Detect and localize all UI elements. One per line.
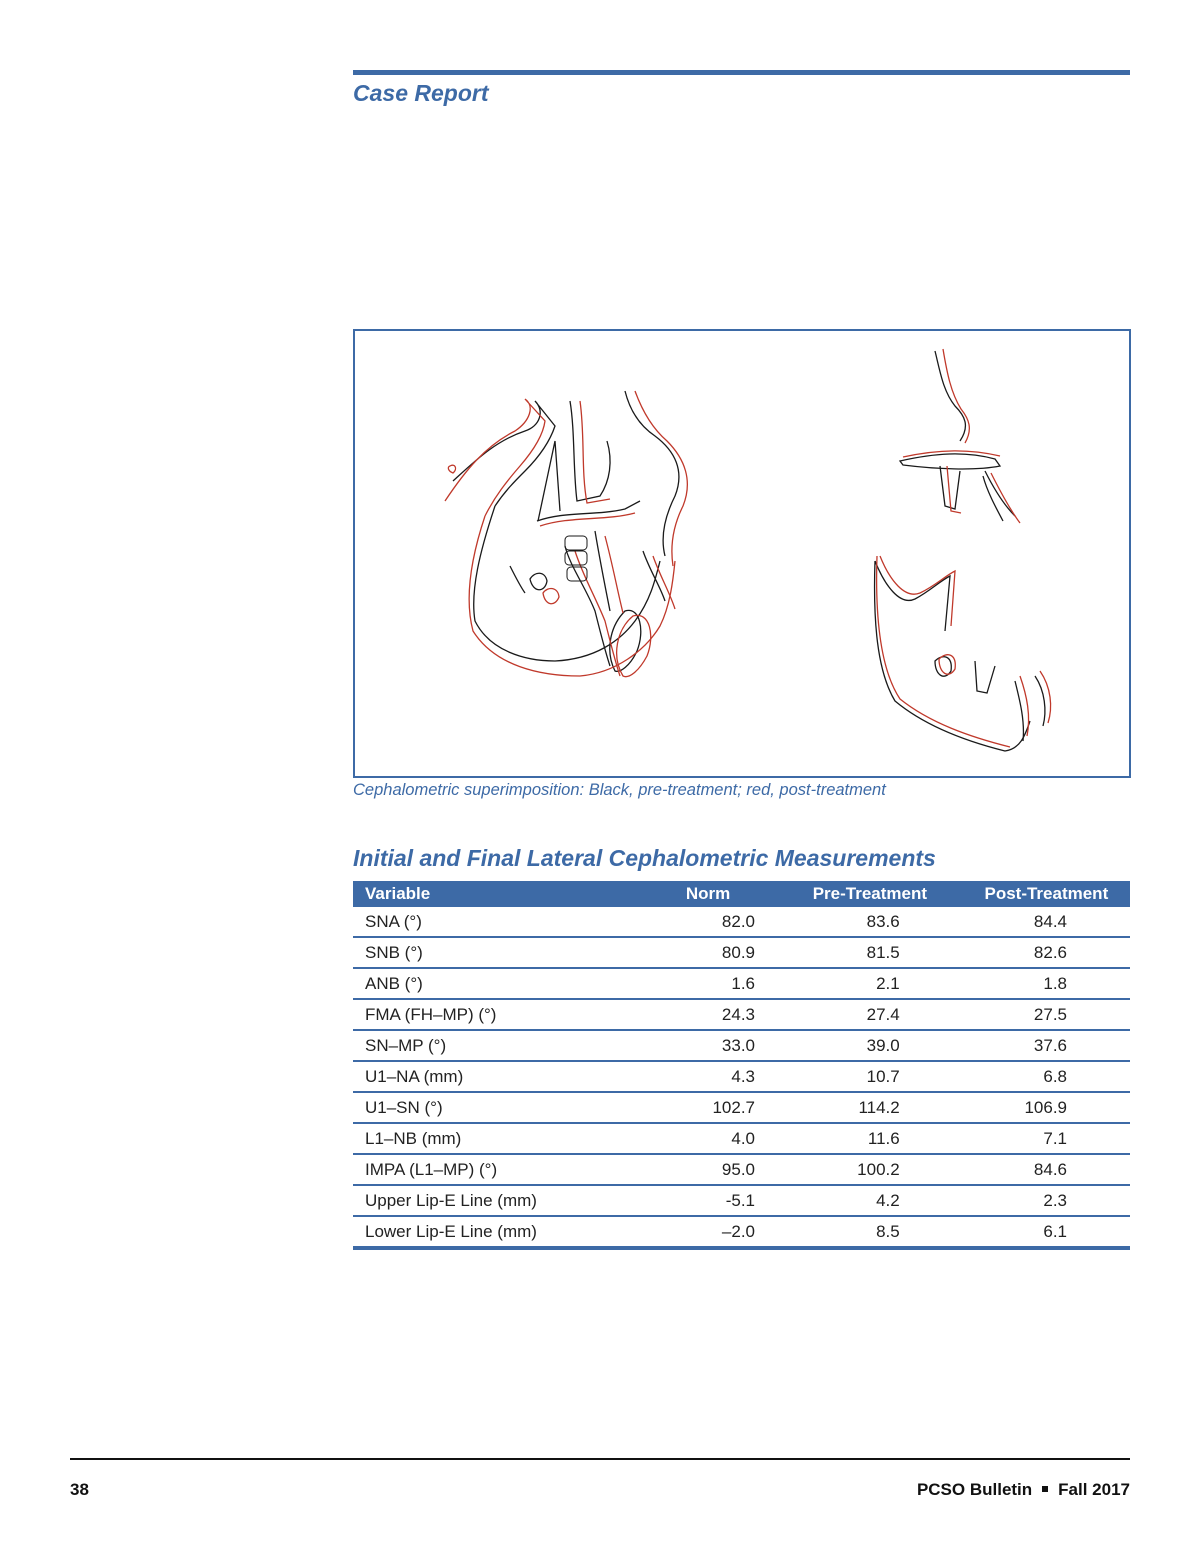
footer-publication <box>917 1480 1130 1500</box>
table-body <box>353 907 1130 1248</box>
cell-norm: –2.0 <box>639 1216 777 1248</box>
cell-norm: 102.7 <box>639 1092 777 1123</box>
cell-variable: ANB (°) <box>353 968 639 999</box>
table-row <box>353 1092 1130 1123</box>
table-row <box>353 1185 1130 1216</box>
cell-norm: 4.3 <box>639 1061 777 1092</box>
cephalometric-tracing <box>355 331 1129 776</box>
table-header-row <box>353 881 1130 907</box>
cell-post-treatment: 2.3 <box>963 1185 1130 1216</box>
cell-post-treatment: 7.1 <box>963 1123 1130 1154</box>
cell-variable: U1–SN (°) <box>353 1092 639 1123</box>
table-row <box>353 968 1130 999</box>
cell-post-treatment: 6.1 <box>963 1216 1130 1248</box>
table-row <box>353 1030 1130 1061</box>
cephalometric-figure <box>353 329 1131 778</box>
footer-rule <box>70 1458 1130 1460</box>
cell-post-treatment: 84.4 <box>963 907 1130 937</box>
cell-variable: Upper Lip-E Line (mm) <box>353 1185 639 1216</box>
maxillary-superimposition <box>900 349 1020 523</box>
cell-pre-treatment: 11.6 <box>777 1123 963 1154</box>
cell-norm: 82.0 <box>639 907 777 937</box>
pre-treatment-tracing <box>453 391 679 671</box>
column-header-norm: Norm <box>639 881 777 907</box>
cell-pre-treatment: 2.1 <box>777 968 963 999</box>
table-row <box>353 1123 1130 1154</box>
table-row <box>353 999 1130 1030</box>
page-number: 38 <box>70 1480 89 1499</box>
cell-pre-treatment: 114.2 <box>777 1092 963 1123</box>
figure-caption: Cephalometric superimposition: Black, pre-treatment; red, post-treatment <box>353 781 886 799</box>
cell-variable: U1–NA (mm) <box>353 1061 639 1092</box>
cell-norm: 4.0 <box>639 1123 777 1154</box>
table-row <box>353 937 1130 968</box>
cell-pre-treatment: 81.5 <box>777 937 963 968</box>
cell-post-treatment: 6.8 <box>963 1061 1130 1092</box>
cell-post-treatment: 82.6 <box>963 937 1130 968</box>
mandibular-superimposition <box>875 556 1051 751</box>
table-row <box>353 1216 1130 1248</box>
section-header: Case Report <box>353 80 489 106</box>
cell-post-treatment: 1.8 <box>963 968 1130 999</box>
cell-pre-treatment: 10.7 <box>777 1061 963 1092</box>
cell-norm: 80.9 <box>639 937 777 968</box>
column-header-post-treatment: Post-Treatment <box>963 881 1130 907</box>
separator-square-icon <box>1042 1486 1048 1492</box>
publication-name: PCSO Bulletin <box>916 1480 1033 1499</box>
cell-post-treatment: 106.9 <box>963 1092 1130 1123</box>
full-superimposition <box>445 391 687 677</box>
measurements-table <box>353 881 1130 1250</box>
cell-post-treatment: 27.5 <box>963 999 1130 1030</box>
table-row <box>353 1061 1130 1092</box>
cell-norm: 95.0 <box>639 1154 777 1185</box>
cell-pre-treatment: 8.5 <box>777 1216 963 1248</box>
cell-norm: -5.1 <box>639 1185 777 1216</box>
table-row <box>353 907 1130 937</box>
column-header-pre-treatment: Pre-Treatment <box>777 881 963 907</box>
cell-variable: L1–NB (mm) <box>353 1123 639 1154</box>
cell-pre-treatment: 83.6 <box>777 907 963 937</box>
top-rule <box>353 70 1130 75</box>
issue-label: Fall 2017 <box>1058 1480 1130 1499</box>
column-header-variable: Variable <box>353 881 639 907</box>
cell-pre-treatment: 27.4 <box>777 999 963 1030</box>
cell-pre-treatment: 39.0 <box>777 1030 963 1061</box>
cell-norm: 1.6 <box>639 968 777 999</box>
cell-pre-treatment: 100.2 <box>777 1154 963 1185</box>
table-title: Initial and Final Lateral Cephalometric Measurements <box>353 845 936 871</box>
cell-pre-treatment: 4.2 <box>777 1185 963 1216</box>
cell-variable: SNA (°) <box>353 907 639 937</box>
cell-variable: Lower Lip-E Line (mm) <box>353 1216 639 1248</box>
cell-variable: SNB (°) <box>353 937 639 968</box>
cell-post-treatment: 37.6 <box>963 1030 1130 1061</box>
table-row <box>353 1154 1130 1185</box>
cell-variable: SN–MP (°) <box>353 1030 639 1061</box>
cell-norm: 33.0 <box>639 1030 777 1061</box>
cell-post-treatment: 84.6 <box>963 1154 1130 1185</box>
cell-variable: IMPA (L1–MP) (°) <box>353 1154 639 1185</box>
cell-variable: FMA (FH–MP) (°) <box>353 999 639 1030</box>
cell-norm: 24.3 <box>639 999 777 1030</box>
